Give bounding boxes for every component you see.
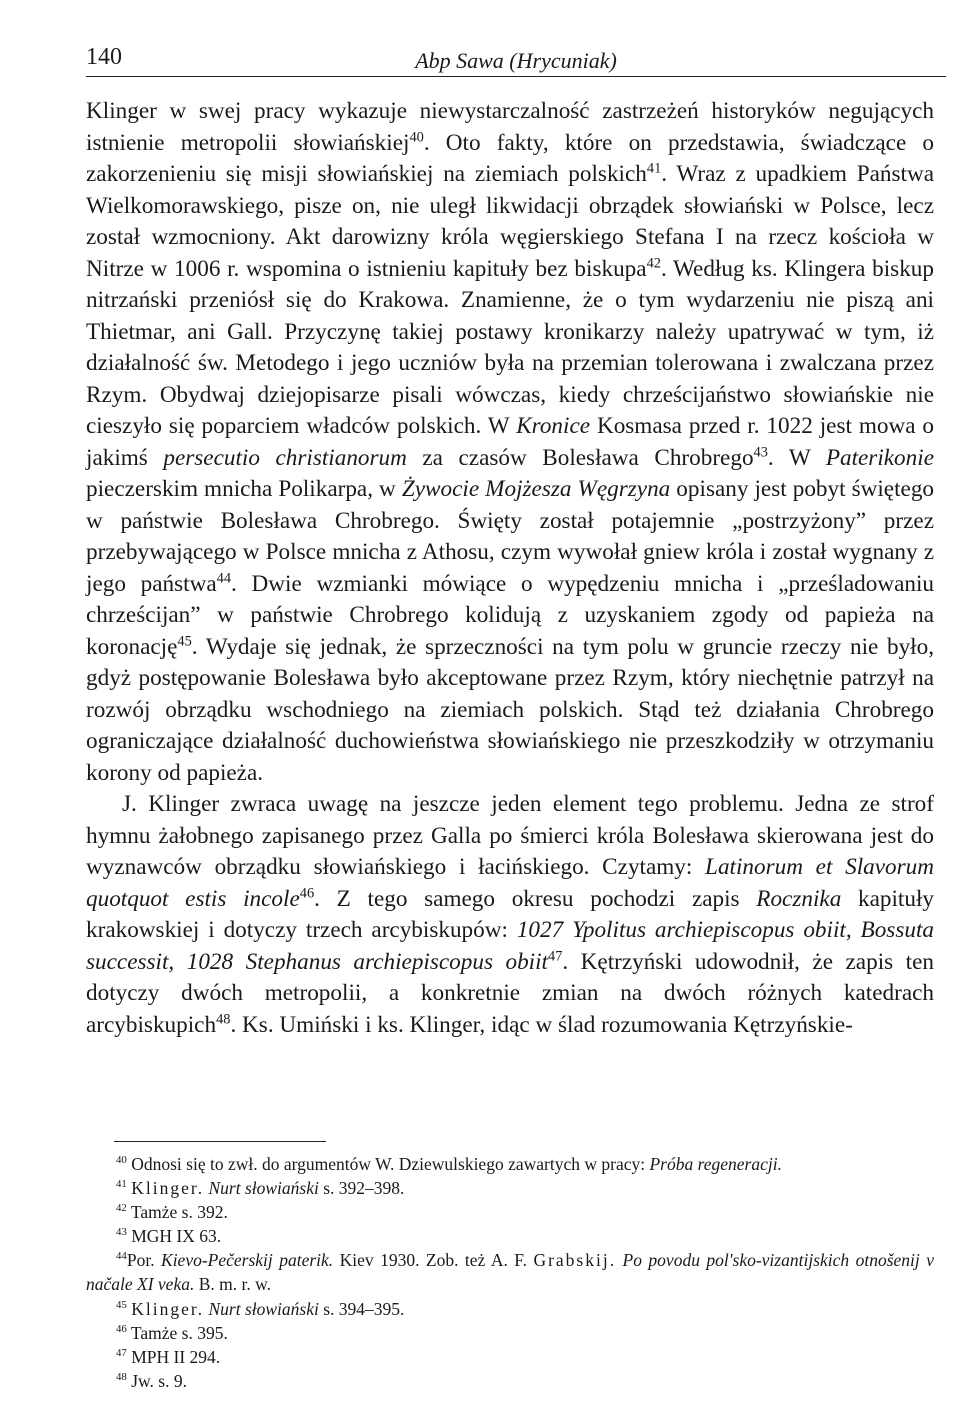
footnote-ref-45: 45	[177, 632, 192, 649]
text-run: Kosmasa przed r. 1022 jest mowa o jakimś	[86, 413, 934, 471]
text-run: . W	[767, 444, 826, 471]
italic-title: Po povodu pol'sko-vizantijskich otnošenij v načale XI veka.	[86, 1250, 934, 1295]
footnote-number: 47	[116, 1346, 127, 1359]
footnote-divider	[114, 1141, 326, 1142]
italic-title: Paterikonie	[825, 444, 934, 471]
italic-title: Próba regeneracji.	[649, 1154, 782, 1174]
footnote-ref-43: 43	[753, 443, 768, 460]
footnote-text: s. 394–395.	[318, 1298, 405, 1319]
text-run: . Wraz z upadkiem Państwa Wielkomorawskiego, pisze on, nie uległ likwidacji obrządek słowiański w Polsce, lecz został wzmocniony. Akt darowizny króla węgierskiego Stefana I na rzecz kościoła w Nitrze w 1006 r. wspomina o istnieniu kapituły bez biskupa	[86, 161, 935, 282]
italic-title: Żywocie Mojżesza Węgrzyna	[401, 476, 671, 502]
footnote-number: 46	[116, 1322, 127, 1335]
text-run: J. Klinger zwraca uwagę na jeszcze jeden element tego problemu. Jedna ze strof hymnu żałobnego zapisanego przez Galla po śmierci króla Bolesława skierowana jest do wyznawców obrządku słowiańskiego i łacińskiego. Czytamy:	[86, 791, 934, 880]
author-spaced: Klinger.	[131, 1178, 205, 1199]
text-run: za czasów Bolesława Chrobrego	[406, 444, 754, 471]
page-header	[86, 44, 946, 77]
italic-title: Nurt słowiański	[208, 1178, 319, 1199]
footnote-ref-47: 47	[548, 947, 563, 964]
running-head: Abp Sawa (Hrycuniak)	[415, 48, 617, 73]
text-run: kapituły krakowskiej i dotyczy trzech arcybiskupów:	[86, 885, 935, 943]
footnote-43	[86, 1224, 934, 1248]
author-spaced: Klinger.	[131, 1298, 205, 1319]
footnote-46	[86, 1321, 934, 1345]
paragraph-1	[86, 96, 934, 789]
italic-quote: Latinorum et Slavorum quotquot estis incole	[86, 854, 934, 912]
text-run: . Według ks. Klingera biskup nitrzański przeniósł się do Krakowa. Znamienne, że o tym wydarzeniu nie piszą ani Thietmar, ani Gall. Przyczynę takiej postawy kronikarzy należy upatrywać w tym, iż działalność św. Metodego i jego uczniów była na przemian tolerowana i zwalczana przez Rzym. Obydwaj dziejopisarze pisali wówczas, kiedy chrześcijaństwo słowiańskie nie cieszyło się poparciem władców polskich. W	[86, 255, 934, 439]
footnote-number: 45	[116, 1298, 127, 1311]
text-run: . Ks. Umiński i ks. Klinger, idąc w ślad rozumowania Kętrzyńskie-	[230, 1011, 853, 1038]
italic-phrase: persecutio christianorum	[163, 444, 407, 471]
footnote-number: 40	[116, 1154, 127, 1167]
footnote-text: Odnosi się to zwł. do argumentów W. Dziewulskiego zawartych w pracy:	[131, 1154, 650, 1174]
italic-title: Kievo-Pečerskij paterik.	[161, 1250, 334, 1271]
body-text	[86, 96, 934, 1041]
footnotes	[86, 1152, 934, 1393]
footnote-ref-41: 41	[646, 160, 662, 177]
footnote-number: 43	[116, 1226, 127, 1239]
footnote-ref-42: 42	[646, 254, 661, 271]
footnote-ref-40: 40	[409, 128, 424, 145]
text-run: . Dwie wzmianki mówiące o wypędzeniu mnicha i „prześladowaniu chrześcijan” w państwie Chrobrego kolidują z uzyskaniem zgody od papieża na koronację	[86, 570, 934, 660]
italic-quote: 1027 Ypolitus archiepiscopus obiit, Bossuta successit, 1028 Stephanus archiepiscopus obiit	[86, 917, 934, 975]
text-run: . Wydaje się jednak, że sprzeczności na tym polu w gruncie rzeczy nie było, gdyż postępowanie Bolesława było akceptowane przez Rzym, który niechętnie patrzył na rozwój obrządku wschodniego na ziemiach polskich. Stąd też działania Chrobrego ograniczające działalność duchowieństwa słowiańskiego nie przeszkodziły w otrzymaniu korony od papieża.	[86, 633, 934, 786]
footnote-text: s. 392–398.	[318, 1178, 405, 1199]
footnote-ref-46: 46	[299, 884, 315, 901]
text-run: opisany jest pobyt świętego w państwie Bolesława Chrobrego. Święty został potajemnie „postrzyżony” przez przebywającego w Polsce mnicha z Athosu, czym wywołał gniew króla i został wygnany z jego państwa	[86, 476, 935, 597]
footnote-text: Kiev 1930. Zob. też A. F.	[333, 1250, 534, 1271]
italic-title: Kronice	[516, 413, 591, 439]
footnote-number: 42	[116, 1202, 127, 1215]
italic-title: Rocznika	[756, 885, 842, 912]
text-run: pieczerskim mnicha Polikarpa, w	[86, 476, 402, 502]
footnote-44	[86, 1248, 934, 1296]
italic-title: Nurt słowiański	[208, 1298, 319, 1319]
text-run: Klinger w swej pracy wykazuje niewystarczalność zastrzeżeń historyków negujących istnienie metropolii słowiańskiej	[86, 98, 934, 156]
footnote-text: Jw. s. 9.	[131, 1370, 187, 1391]
footnote-40	[86, 1152, 934, 1176]
footnote-41	[86, 1176, 934, 1200]
footnote-text: B. m. r. w.	[194, 1274, 271, 1295]
page-number: 140	[86, 44, 122, 70]
text-run: . Z tego samego okresu pochodzi zapis	[314, 885, 757, 912]
footnote-number: 44	[116, 1250, 127, 1263]
footnote-text: Por.	[126, 1250, 162, 1271]
footnote-48	[86, 1369, 934, 1393]
footnote-text: MPH II 294.	[131, 1346, 221, 1367]
text-run: . Kętrzyński udowodnił, że zapis ten dotyczy dwóch metropolii, a konkretnie zmian na dwóch różnych katedrach arcybiskupich	[86, 948, 934, 1038]
footnote-ref-44: 44	[216, 569, 231, 586]
footnote-ref-48: 48	[216, 1010, 231, 1027]
footnote-text: MGH IX 63.	[131, 1226, 222, 1247]
footnote-text: Tamże s. 395.	[130, 1322, 228, 1343]
footnote-45	[86, 1297, 934, 1321]
footnote-42	[86, 1200, 934, 1224]
footnote-number: 48	[116, 1371, 127, 1384]
text-run: . Oto fakty, które on przedstawia, świadczące o zakorzenieniu się misji słowiańskiej na ziemiach polskich	[86, 129, 934, 187]
footnote-text: Tamże s. 392.	[130, 1202, 228, 1223]
author-spaced: Grabskij.	[533, 1250, 617, 1271]
footnote-47	[86, 1345, 934, 1369]
footnote-number: 41	[116, 1178, 127, 1191]
paragraph-2	[86, 789, 934, 1041]
